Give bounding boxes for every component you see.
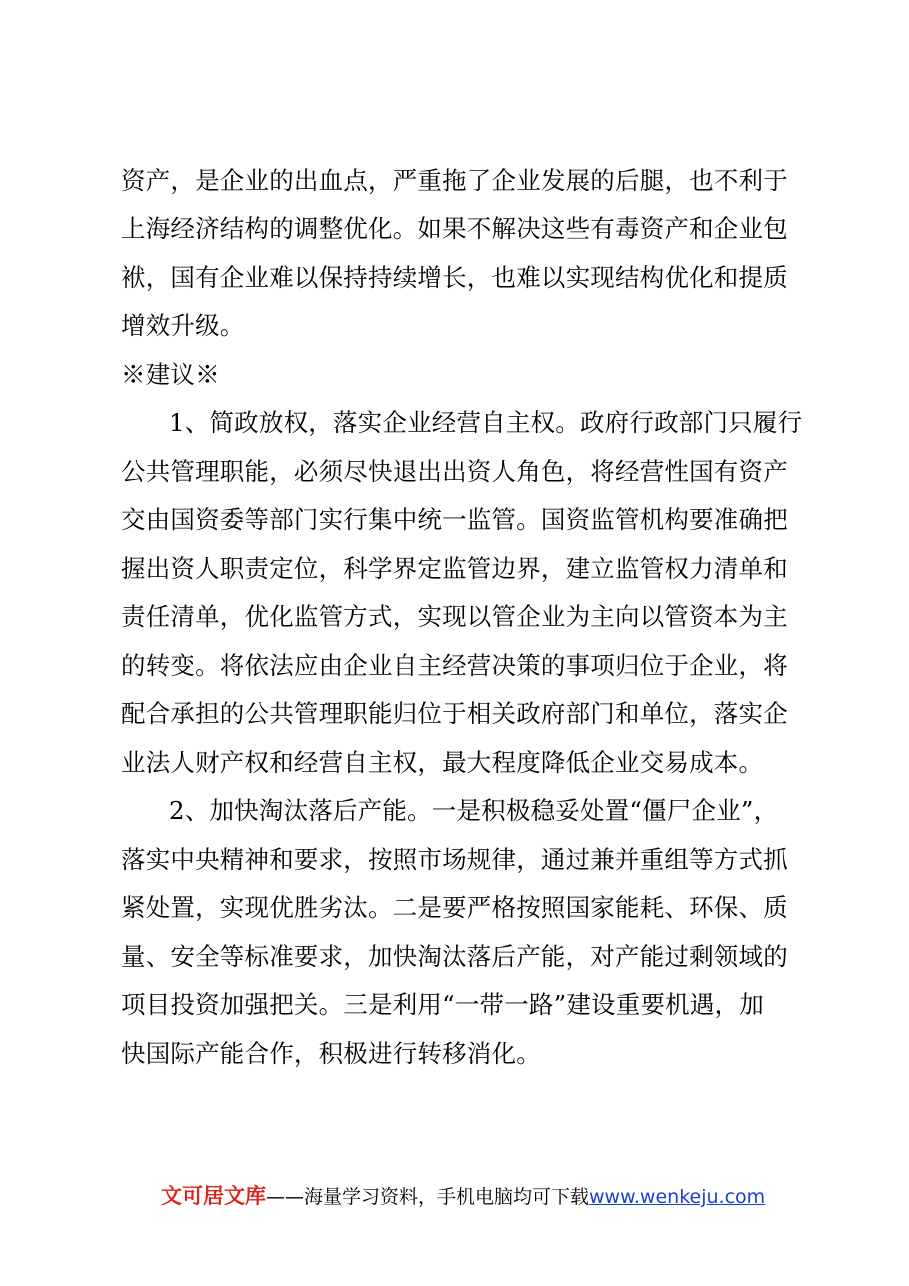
paragraph-line: 落实中央精神和要求，按照市场规律，通过兼并重组等方式抓	[121, 845, 788, 874]
paragraph-line: 业法人财产权和经营自主权，最大程度降低企业交易成本。	[121, 748, 764, 777]
footer-brand: 文可居文库	[161, 1184, 266, 1208]
footer-website-link[interactable]: www.wenkeju.com	[589, 1186, 766, 1208]
paragraph-line: 项目投资加强把关。三是利用“一带一路”建设重要机遇，加	[121, 990, 764, 1019]
paragraph-line: 交由国资委等部门实行集中统一监管。国资监管机构要准确把	[121, 505, 788, 534]
paragraph-line: 量、安全等标准要求，加快淘汰落后产能，对产能过剩领域的	[121, 942, 788, 971]
paragraph-line: 2、加快淘汰落后产能。一是积极稳妥处置“僵尸企业”，	[169, 796, 779, 825]
paragraph-line: 公共管理职能，必须尽快退出出资人角色，将经营性国有资产	[121, 457, 788, 486]
paragraph-line: 握出资人职责定位，科学界定监管边界，建立监管权力清单和	[121, 554, 788, 583]
footer-tagline: ——海量学习资料，手机电脑均可下载	[266, 1186, 590, 1208]
paragraph-line: 快国际产能合作，积极进行转移消化。	[121, 1039, 541, 1068]
paragraph-line: 资产，是企业的出血点，严重拖了企业发展的后腿，也不利于	[121, 166, 788, 195]
paragraph-line: 的转变。将依法应由企业自主经营决策的事项归位于企业，将	[121, 651, 788, 680]
page-footer	[161, 1182, 765, 1211]
paragraph-line: 配合承担的公共管理职能归位于相关政府部门和单位，落实企	[121, 699, 788, 728]
paragraph-line: 责任清单，优化监管方式，实现以管企业为主向以管资本为主	[121, 602, 788, 631]
paragraph-line: 1、简政放权，落实企业经营自主权。政府行政部门只履行	[169, 408, 803, 437]
paragraph-line: 上海经济结构的调整优化。如果不解决这些有毒资产和企业包	[121, 214, 788, 243]
paragraph-line: 增效升级。	[121, 311, 245, 340]
paragraph-line: 袱，国有企业难以保持持续增长，也难以实现结构优化和提质	[121, 263, 788, 292]
paragraph-line: 紧处置，实现优胜劣汰。二是要严格按照国家能耗、环保、质	[121, 893, 788, 922]
section-heading: ※建议※	[121, 360, 220, 389]
